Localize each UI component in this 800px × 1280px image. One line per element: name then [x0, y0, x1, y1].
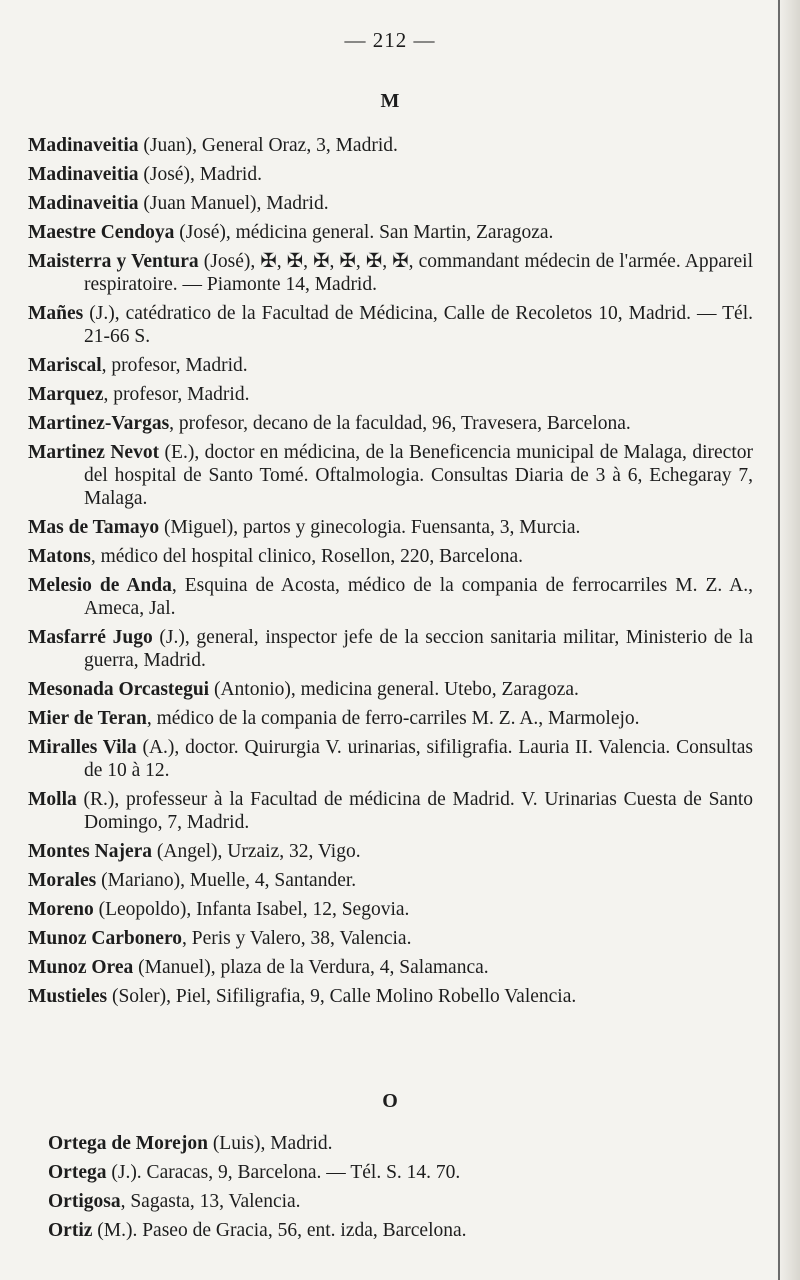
entry [28, 840, 753, 863]
entry-text: (Angel), Urzaiz, 32, Vigo. [152, 841, 361, 862]
entry-name: Mañes [28, 303, 84, 324]
page-edge-line [778, 0, 780, 1280]
entry-name: Masfarré Jugo [28, 627, 153, 648]
entry [28, 626, 753, 672]
entry [28, 412, 753, 435]
entry-name: Ortiz [48, 1220, 93, 1241]
section-letter-o: O [382, 1090, 398, 1112]
entry-text: , médico de la compania de ferro-carriles M. Z. A., Marmolejo. [146, 708, 640, 729]
entry-text: (José), ✠, ✠, ✠, ✠, ✠, ✠, commandant médecin de l'armée. Appareil respiratoire. — Piamonte 14, Madrid. [84, 251, 753, 295]
entry [28, 545, 753, 568]
entry-text: (J.), catédratico de la Facultad de Médicina, Calle de Recoletos 10, Madrid. — Tél. 21-66 S. [83, 303, 753, 347]
entry-name: Miralles Vila [28, 737, 137, 758]
entry [28, 678, 753, 701]
entry [28, 898, 753, 921]
entry-name: Munoz Orea [28, 957, 134, 978]
entry [28, 134, 753, 157]
entry [28, 221, 753, 244]
entry-name: Melesio de Anda [28, 575, 172, 596]
entry [28, 736, 753, 782]
entry-text: (Antonio), medicina general. Utebo, Zaragoza. [209, 679, 579, 700]
entries-list-o [48, 1132, 753, 1248]
entry-text: , Sagasta, 13, Valencia. [120, 1191, 301, 1212]
entry-text: , Peris y Valero, 38, Valencia. [182, 928, 412, 949]
entry-name: Maestre Cendoya [28, 222, 175, 243]
section-letter-m: M [380, 90, 400, 112]
entry-name: Marquez [28, 384, 104, 405]
entry-name: Munoz Carbonero [28, 928, 183, 949]
entry-name: Morales [28, 870, 97, 891]
entry-text: (Soler), Piel, Sifiligrafia, 9, Calle Molino Robello Valencia. [107, 986, 577, 1007]
entry [28, 869, 753, 892]
entry-text: (Mariano), Muelle, 4, Santander. [96, 870, 357, 891]
entry [28, 788, 753, 834]
entry-name: Molla [28, 789, 77, 810]
entry-text: (José), Madrid. [138, 164, 262, 185]
entry-name: Mas de Tamayo [28, 517, 160, 538]
entry-text: (J.). Caracas, 9, Barcelona. — Tél. S. 14. 70. [106, 1162, 461, 1183]
entry-text: , médico del hospital clinico, Rosellon, 220, Barcelona. [90, 546, 523, 567]
entry [28, 302, 753, 348]
entry-text: (E.), doctor en médicina, de la Beneficencia municipal de Malaga, director del hospital de Santo Tomé. Oftalmologia. Consultas Diaria de 3 à 6, Echegaray 7, Malaga. [84, 442, 753, 509]
entry-text: , Esquina de Acosta, médico de la compania de ferrocarriles M. Z. A., Ameca, Jal. [84, 575, 753, 619]
entry [28, 574, 753, 620]
entry-text: (Manuel), plaza de la Verdura, 4, Salamanca. [133, 957, 489, 978]
entry-text: (J.), general, inspector jefe de la seccion sanitaria militar, Ministerio de la guerra, Madrid. [84, 627, 753, 671]
entry [48, 1161, 753, 1184]
entries-list-m [28, 134, 753, 1014]
entry-name: Maisterra y Ventura [28, 251, 199, 272]
entry-text: (A.), doctor. Quirurgia V. urinarias, sifiligrafia. Lauria II. Valencia. Consultas de 10 à 12. [84, 737, 753, 781]
entry-name: Mustieles [28, 986, 108, 1007]
entry [28, 192, 753, 215]
entry [48, 1219, 753, 1242]
entry-text: (Leopoldo), Infanta Isabel, 12, Segovia. [93, 899, 410, 920]
entry-text: , profesor, Madrid. [103, 384, 250, 405]
entry-name: Mesonada Orcastegui [28, 679, 210, 700]
entry-text: (R.), professeur à la Facultad de médicina de Madrid. V. Urinarias Cuesta de Santo Domingo, 7, Madrid. [76, 789, 753, 833]
entry-name: Madinaveitia [28, 164, 139, 185]
entry [28, 383, 753, 406]
entry-text: (Juan Manuel), Madrid. [138, 193, 329, 214]
entry-name: Montes Najera [28, 841, 152, 862]
entry-name: Ortega de Morejon [48, 1133, 208, 1154]
entry [28, 516, 753, 539]
entry-text: , profesor, decano de la faculdad, 96, Travesera, Barcelona. [169, 413, 631, 434]
entry-name: Ortega [48, 1162, 107, 1183]
entry [28, 354, 753, 377]
entry [28, 707, 753, 730]
entry-name: Moreno [28, 899, 94, 920]
page-number: — 212 — [344, 28, 436, 52]
entry-text: , profesor, Madrid. [101, 355, 248, 376]
entry-name: Mier de Teran [28, 708, 147, 729]
entry-name: Madinaveitia [28, 193, 139, 214]
entry [28, 250, 753, 296]
entry-text: (Luis), Madrid. [207, 1133, 333, 1154]
entry-text: (Juan), General Oraz, 3, Madrid. [138, 135, 398, 156]
entry [28, 985, 753, 1008]
entry [28, 956, 753, 979]
entry-name: Mariscal [28, 355, 102, 376]
entry [28, 927, 753, 950]
entry [48, 1190, 753, 1213]
entry-name: Matons [28, 546, 91, 567]
entry-text: (José), médicina general. San Martin, Zaragoza. [174, 222, 554, 243]
entry-text: (M.). Paseo de Gracia, 56, ent. izda, Barcelona. [92, 1220, 467, 1241]
entry-text: (Miguel), partos y ginecologia. Fuensanta, 3, Murcia. [159, 517, 581, 538]
entry [28, 441, 753, 510]
entry-name: Martinez Nevot [28, 442, 160, 463]
entry [48, 1132, 753, 1155]
entry-name: Madinaveitia [28, 135, 139, 156]
entry-name: Martinez-Vargas [28, 413, 170, 434]
entry-name: Ortigosa [48, 1191, 121, 1212]
entry [28, 163, 753, 186]
